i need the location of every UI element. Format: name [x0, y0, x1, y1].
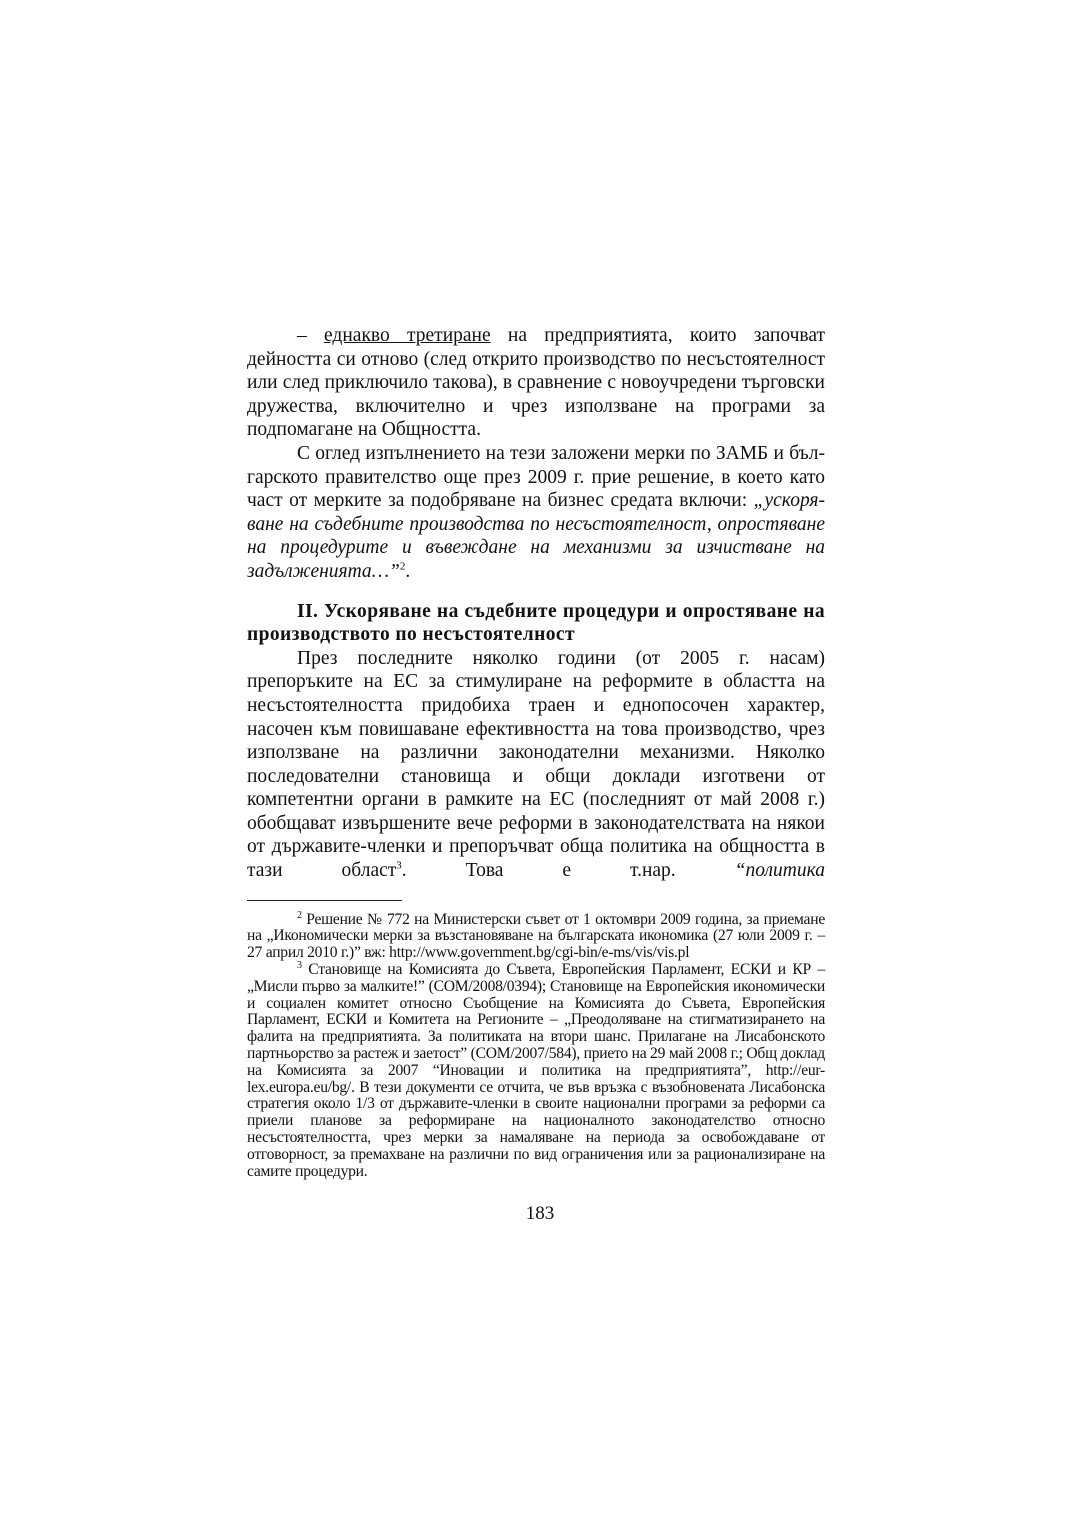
- footnotes: [247, 909, 825, 1181]
- footnote-2-text: Решение № 772 на Министерски съвет от 1 октомври 2009 година, за приемане на „Икономически мерки за възстановяване на българската икономика (27 юли 2009 г. – 27 април 2010 г.)” вж: http://www.government.bg/cgi-bin/e-ms/vis/vis.pl: [247, 910, 825, 962]
- paragraph-3-italic: “политика: [734, 860, 825, 882]
- footnote-2: [247, 909, 825, 962]
- paragraph-2-end: .: [405, 560, 411, 582]
- footnote-3-text: Становище на Комисията до Съвета, Европейския Парламент, ЕСКИ и КР – „Мисли първо за малките!” (COM/2008/0394); Становище на Европейския икономически и социален комитет относно Съобщение на Комисията до Съвета, Европейския Парламент, ЕСКИ и Комитета на Регионите – „Преодоляване на стигматизирането на фалита на предприятията. За политиката на втори шанс. Прилагане на Лисабонското партньорство за растеж и заетост” (COM/2007/584), прието на 29 май 2008 г.; Общ доклад на Комисията за 2007 “Иновации и политика на предприятията”, http://eur-lex.europa.eu/bg/. В тези документи се отчита, че във връзка с възобновената Лисабонска стратегия около 1/3 от държавите-членки в своите национални програми за реформи са приели планове за реформиране на националното законодателство относно несъстоятелността, чрез мерки за намаляване на периода за освобождаване от отговорност, за премахване на различни по вид ограничения или за рационализиране на самите процедури.: [247, 961, 825, 1180]
- paragraph-3: [247, 647, 825, 883]
- paragraph-1-text: на предприятията, които започват дейността си отново (след открито производство по несъстоятелност или след приключило такова), в сравнение с новоучредени търговски дружества, включително и чрез използване на програми за подпомагане на Общността.: [247, 325, 825, 441]
- paragraph-2: [247, 442, 825, 584]
- paragraph-2-text: С оглед изпълнението на тези заложени мерки по ЗАМБ и българското правителство още през 2009 г. прие решение, в което като част от мерките за подобряване на бизнес средата включи:: [247, 442, 825, 512]
- footnote-divider: [247, 900, 402, 901]
- footnote-2-number: 2: [297, 909, 302, 921]
- footnote-ref-3[interactable]: 3: [396, 859, 402, 872]
- page-number: 183: [525, 1203, 555, 1224]
- main-text: [247, 324, 825, 883]
- underlined-phrase: еднакво третиране: [324, 325, 491, 346]
- footnote-ref-2[interactable]: 2: [399, 560, 406, 573]
- paragraph-2-quote: „ускоряване на съдебните производства по несъстоятелност, опростяване на процедурите и въвеждане на механизми за изчистване на задълженията: [247, 490, 825, 582]
- section-heading: II. Ускоряване на съдебните процедури и опростяване на производството по несъстоятелност: [247, 600, 825, 646]
- paragraph-3-after: . Това е т.нар.: [401, 860, 735, 882]
- footnote-3: [247, 959, 825, 1180]
- dash: –: [297, 325, 325, 346]
- paragraph-1: [247, 324, 825, 442]
- paragraph-3-text: През последните няколко години (от 2005 г. насам) препоръките на ЕС за стимулиране на реформите в областта на несъстоятелността придобиха траен и еднопосочен характер, насочен към повишаване ефективността на това производство, чрез използване на различни законодателни механизми. Няколко последователни становища и общи доклади изготвени от компетентни органи в рамките на ЕС (последният от май 2008 г.) обобщават извършените вече реформи в законодателствата на някои от държавите-членки и препоръчват обща политика на общността в тази област: [247, 647, 825, 882]
- page-body: [247, 324, 825, 1180]
- paragraph-2-quote-tail: …”: [371, 560, 400, 582]
- footnote-3-number: 3: [297, 959, 302, 971]
